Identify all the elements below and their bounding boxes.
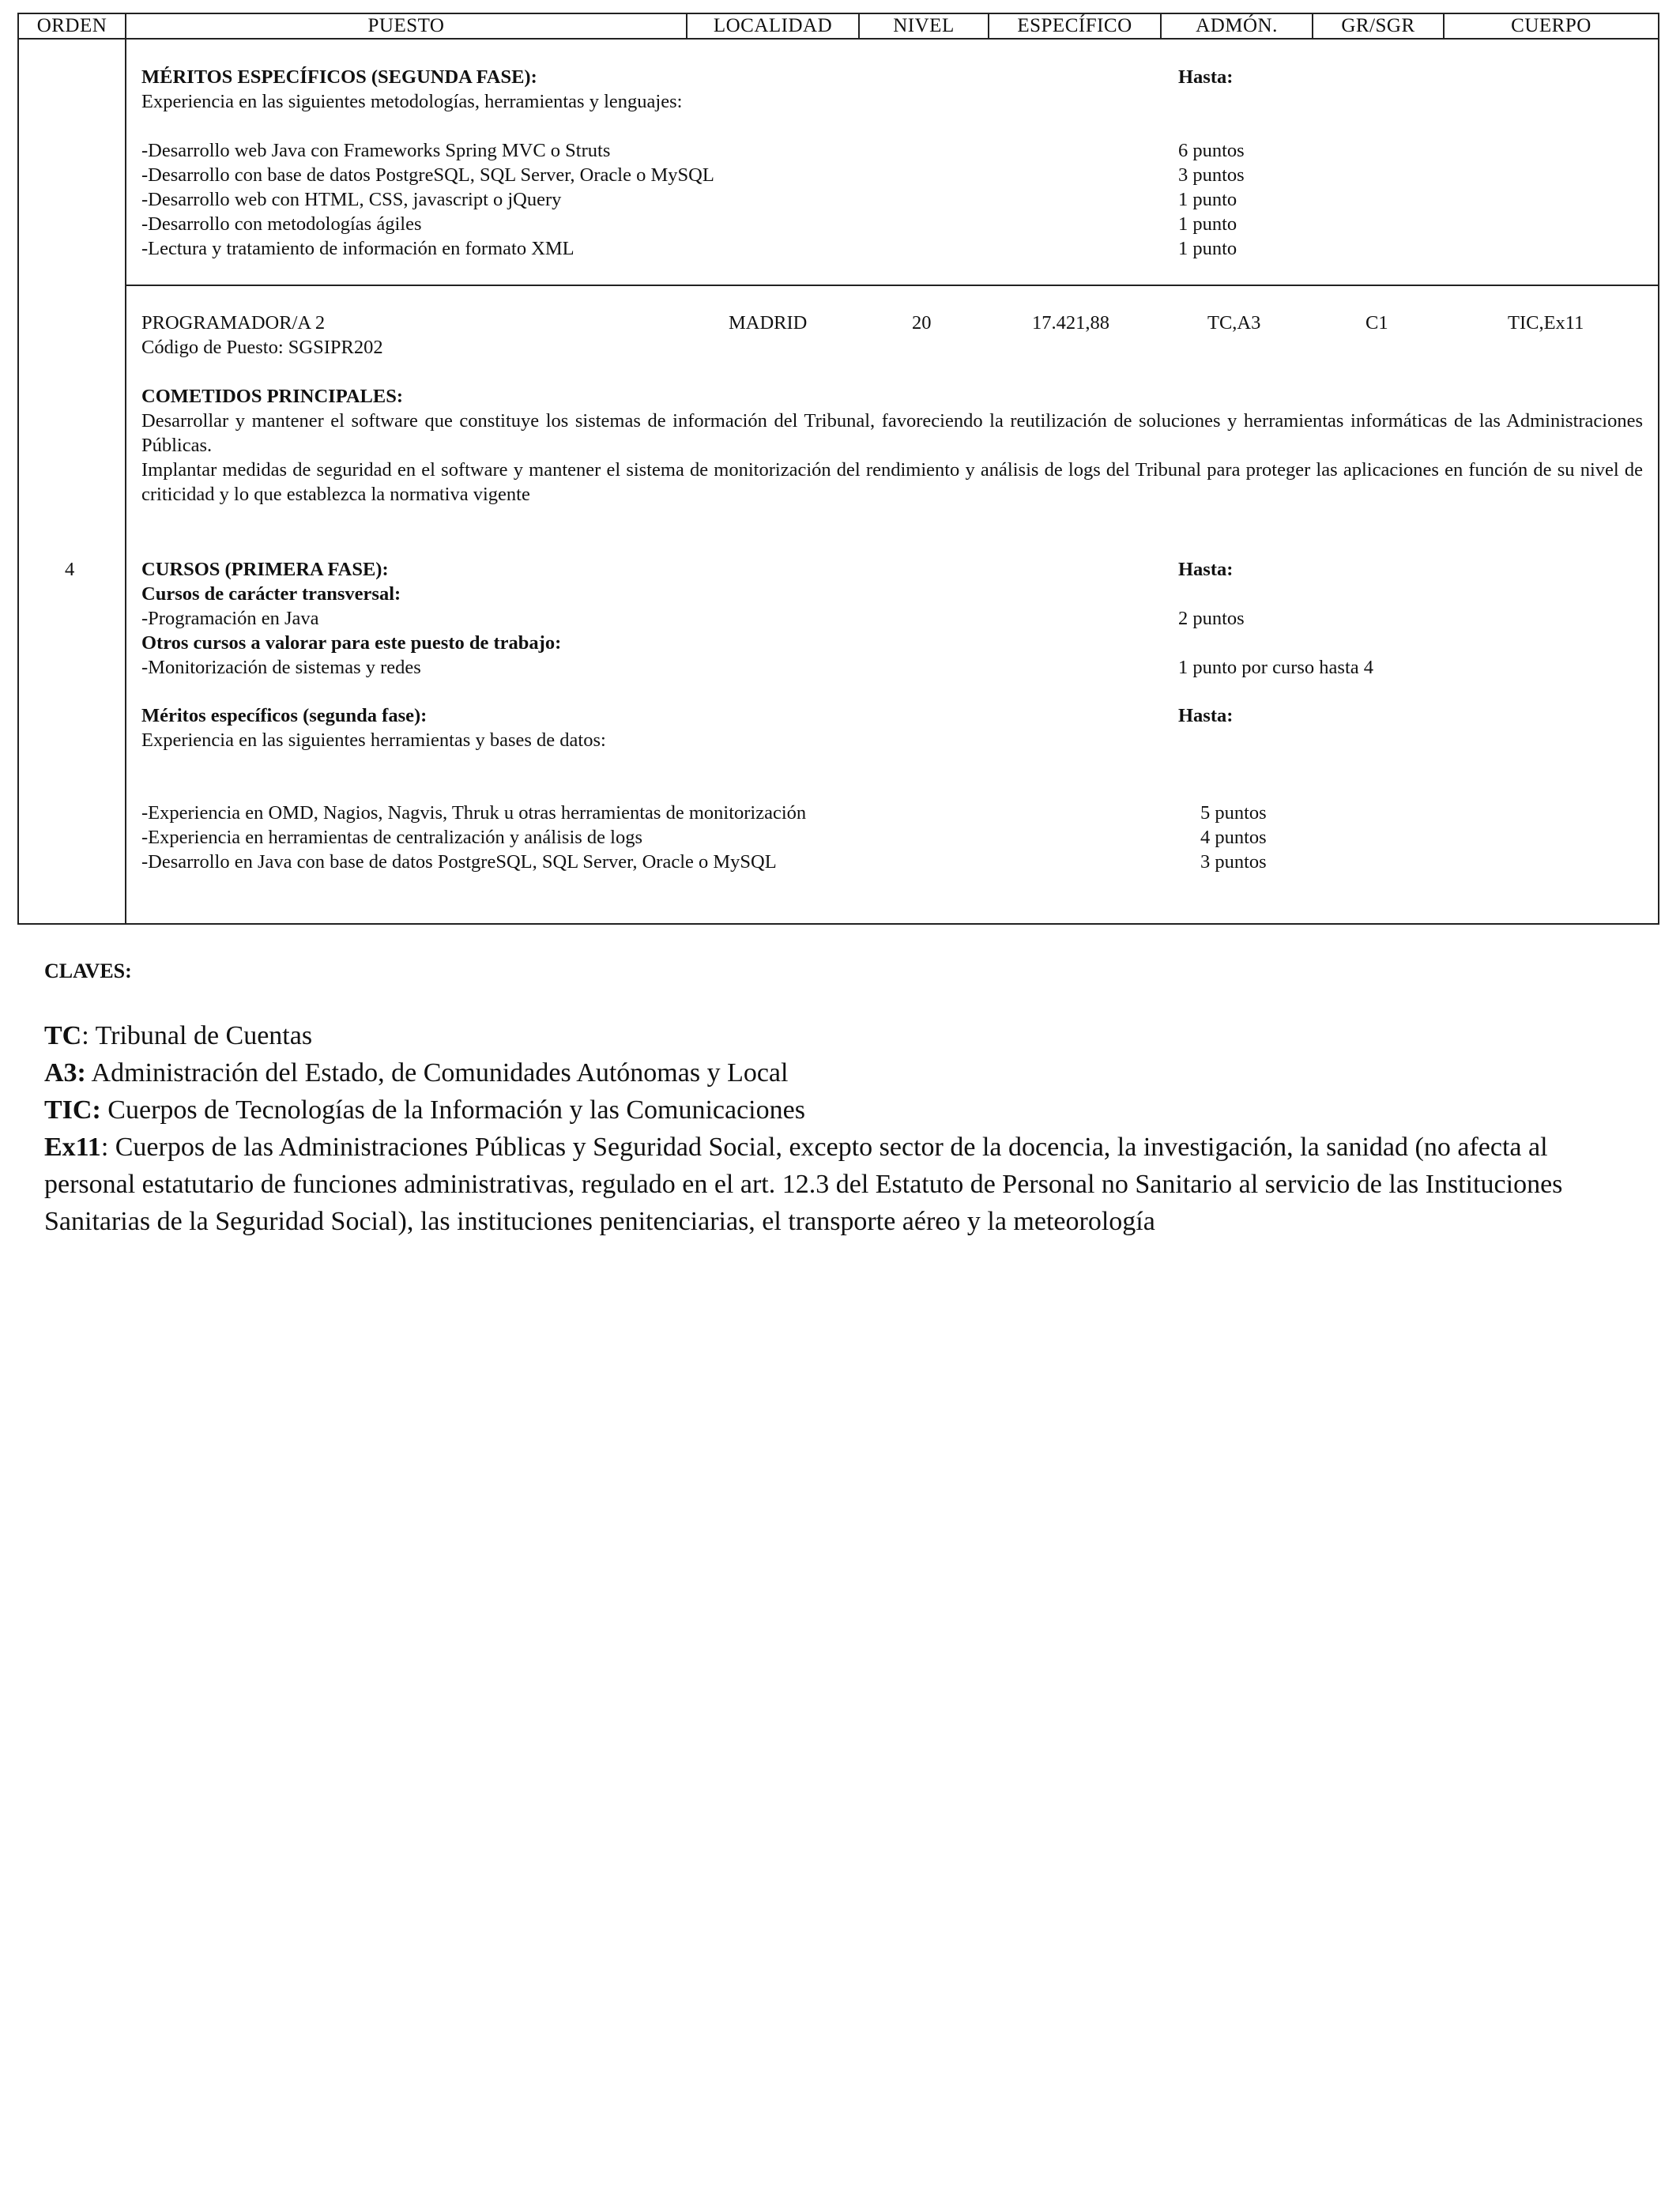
transversal-item: -Programación en Java [141, 608, 319, 629]
legend-entry [44, 1054, 1633, 1091]
legend-text: : Tribunal de Cuentas [81, 1021, 313, 1050]
transversal-title: Cursos de carácter transversal: [141, 583, 401, 605]
merito-item: -Desarrollo con base de datos PostgreSQL, SQL Server, Oracle o MySQL [141, 164, 714, 186]
merito-item: -Desarrollo en Java con base de datos PostgreSQL, SQL Server, Oracle o MySQL [141, 851, 777, 873]
meritos-hasta: Hasta: [1178, 705, 1234, 726]
legend-key: Ex11 [44, 1133, 101, 1162]
gr-sgr-value: C1 [1365, 312, 1388, 334]
merito-item: -Experiencia en OMD, Nagios, Nagvis, Thruk u otras herramientas de monitorización [141, 802, 807, 824]
merito-points: 5 puntos [1200, 802, 1267, 824]
merito-item: -Desarrollo web con HTML, CSS, javascript o jQuery [141, 189, 562, 210]
legend-key: A3: [44, 1058, 86, 1088]
header-localidad: LOCALIDAD [713, 15, 833, 36]
header-especifico: ESPECÍFICO [1017, 15, 1132, 36]
cuerpo-value: TIC,Ex11 [1508, 312, 1584, 334]
legend-text: Administración del Estado, de Comunidades Autónomas y Local [85, 1058, 789, 1088]
legend-key: TIC: [44, 1095, 101, 1125]
puesto-codigo: Código de Puesto: SGSIPR202 [141, 337, 383, 358]
cometidos-paragraph: Implantar medidas de seguridad en el software y mantener el sistema de monitorización del rendimiento y análisis de logs del Tribunal para proteger las aplicaciones en función de su nivel de criticidad y lo que establezca la normativa vigente [141, 459, 1643, 505]
admon-value: TC,A3 [1207, 312, 1261, 334]
legend-entry [44, 1091, 1633, 1129]
nivel-value: 20 [912, 312, 932, 334]
header-puesto: PUESTO [367, 15, 445, 36]
especifico-value: 17.421,88 [1032, 312, 1109, 334]
merito-points: 1 punto [1178, 213, 1237, 235]
merito-points: 4 puntos [1200, 827, 1267, 848]
claves-title: CLAVES: [44, 959, 132, 982]
localidad-value: MADRID [729, 312, 808, 334]
legend-entry [44, 1017, 1633, 1054]
merito-item: -Desarrollo con metodologías ágiles [141, 213, 422, 235]
hasta-label: Hasta: [1178, 66, 1234, 88]
legend-text: Cuerpos de Tecnologías de la Información y las Comunicaciones [100, 1095, 805, 1125]
header-cuerpo: CUERPO [1511, 15, 1591, 36]
merito-points: 3 puntos [1200, 851, 1267, 873]
cometidos-title: COMETIDOS PRINCIPALES: [141, 386, 404, 407]
merito-points: 6 puntos [1178, 140, 1245, 161]
legend-key: TC [44, 1021, 82, 1050]
transversal-points: 2 puntos [1178, 608, 1245, 629]
legend-text: : Cuerpos de las Administraciones Públicas y Seguridad Social, excepto sector de la docencia, la investigación, la sanidad (no afecta al personal estatutario de funciones administrativas, regulado en el art. 12.3 del Estatuto de Personal no Sanitario al servicio de las Instituciones Sanitarias de la Seguridad Social), las instituciones penitenciarias, el transporte aéreo y la meteorología [44, 1133, 1563, 1236]
merito-item: -Desarrollo web Java con Frameworks Spring MVC o Struts [141, 140, 611, 161]
merito-points: 1 punto [1178, 189, 1237, 210]
cursos-hasta: Hasta: [1178, 559, 1234, 580]
merito-points: 1 punto [1178, 238, 1237, 259]
puesto-name: PROGRAMADOR/A 2 [141, 312, 326, 334]
legend-entry [44, 1129, 1633, 1240]
meritos-title: Méritos específicos (segunda fase): [141, 705, 428, 726]
cursos-title: CURSOS (PRIMERA FASE): [141, 559, 389, 580]
merito-item: -Experiencia en herramientas de centralización y análisis de logs [141, 827, 642, 848]
orden-value: 4 [65, 559, 75, 580]
merito-item: -Lectura y tratamiento de información en formato XML [141, 238, 574, 259]
meritos-intro: Experiencia en las siguientes metodologías, herramientas y lenguajes: [141, 91, 683, 112]
header-gr-sgr: GR/SGR [1341, 15, 1415, 36]
cometidos-paragraph: Desarrollar y mantener el software que constituye los sistemas de información del Tribunal, favoreciendo la reutilización de soluciones y herramientas informáticas de las Administraciones Públicas. [141, 410, 1643, 456]
meritos-title: MÉRITOS ESPECÍFICOS (SEGUNDA FASE): [141, 66, 537, 88]
header-orden: ORDEN [36, 15, 107, 36]
merito-points: 3 puntos [1178, 164, 1245, 186]
header-admon: ADMÓN. [1196, 15, 1278, 36]
otros-cursos-points: 1 punto por curso hasta 4 [1178, 657, 1373, 678]
otros-cursos-item: -Monitorización de sistemas y redes [141, 657, 421, 678]
meritos-intro: Experiencia en las siguientes herramientas y bases de datos: [141, 729, 606, 751]
otros-cursos-title: Otros cursos a valorar para este puesto de trabajo: [141, 632, 562, 654]
header-nivel: NIVEL [893, 15, 955, 36]
